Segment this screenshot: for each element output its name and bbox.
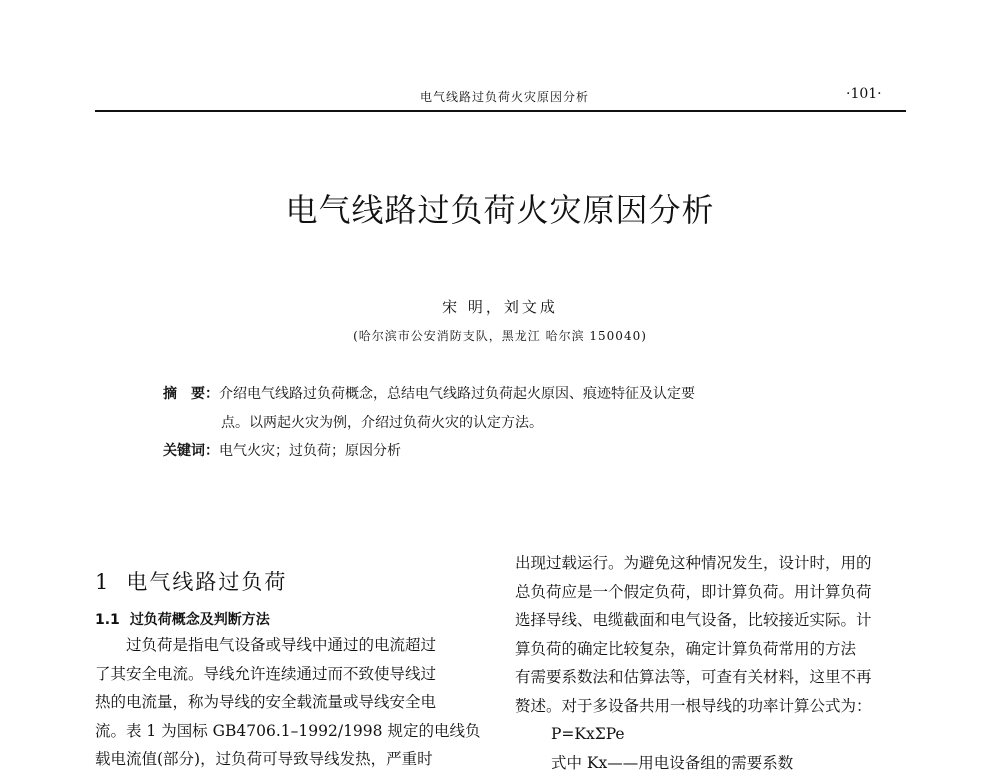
affiliation: (哈尔滨市公安消防支队，黑龙江 哈尔滨 150040) [0,327,1000,344]
left-column [95,631,487,774]
right-column [515,549,907,777]
abstract-text-line-2: 点。以两起火灾为例，介绍过负荷火灾的认定方法。 [163,409,863,438]
keywords-text: 电气火灾；过负荷；原因分析 [219,443,401,459]
formula-note: 式中 Kx——用电设备组的需要系数 [515,749,907,777]
header-rule [95,110,906,112]
formula: P=KxΣPe [515,720,907,749]
keywords-label: 关键词： [163,443,219,459]
subsection-title: 过负荷概念及判断方法 [130,612,270,628]
body-line: 载电流值(部分)，过负荷可导致导线发热，严重时 [95,745,487,774]
article-title: 电气线路过负荷火灾原因分析 [0,185,1000,231]
body-line: 算负荷的确定比较复杂，确定计算负荷常用的方法 [515,635,907,664]
subsection-heading [95,609,270,629]
section-number: 1 [95,570,110,594]
authors: 宋 明，刘文成 [0,296,1000,317]
subsection-number: 1.1 [95,612,120,628]
page-number: ·101· [846,86,882,102]
abstract-text-line-1: 介绍电气线路过负荷概念，总结电气线路过负荷起火原因、痕迹特征及认定要 [219,386,695,402]
body-line: 有需要系数法和估算法等，可查有关材料，这里不再 [515,663,907,692]
body-line: 热的电流量，称为导线的安全载流量或导线安全电 [95,688,487,717]
section-heading [95,566,287,596]
body-line: 总负荷应是一个假定负荷，即计算负荷。用计算负荷 [515,578,907,607]
body-line: 出现过载运行。为避免这种情况发生，设计时，用的 [515,549,907,578]
abstract-label: 摘 要： [163,386,219,402]
keywords [163,440,401,460]
body-line: 过负荷是指电气设备或导线中通过的电流超过 [95,631,487,660]
abstract-first-line [163,380,863,409]
section-title: 电气线路过负荷 [126,570,287,594]
body-line: 选择导线、电缆截面和电气设备，比较接近实际。计 [515,606,907,635]
running-title: 电气线路过负荷火灾原因分析 [420,88,589,105]
body-line: 了其安全电流。导线允许连续通过而不致使导线过 [95,660,487,689]
body-line: 流。表 1 为国标 GB4706.1–1992/1998 规定的电线负 [95,717,487,746]
abstract [163,380,863,438]
body-line: 赘述。对于多设备共用一根导线的功率计算公式为： [515,692,907,721]
